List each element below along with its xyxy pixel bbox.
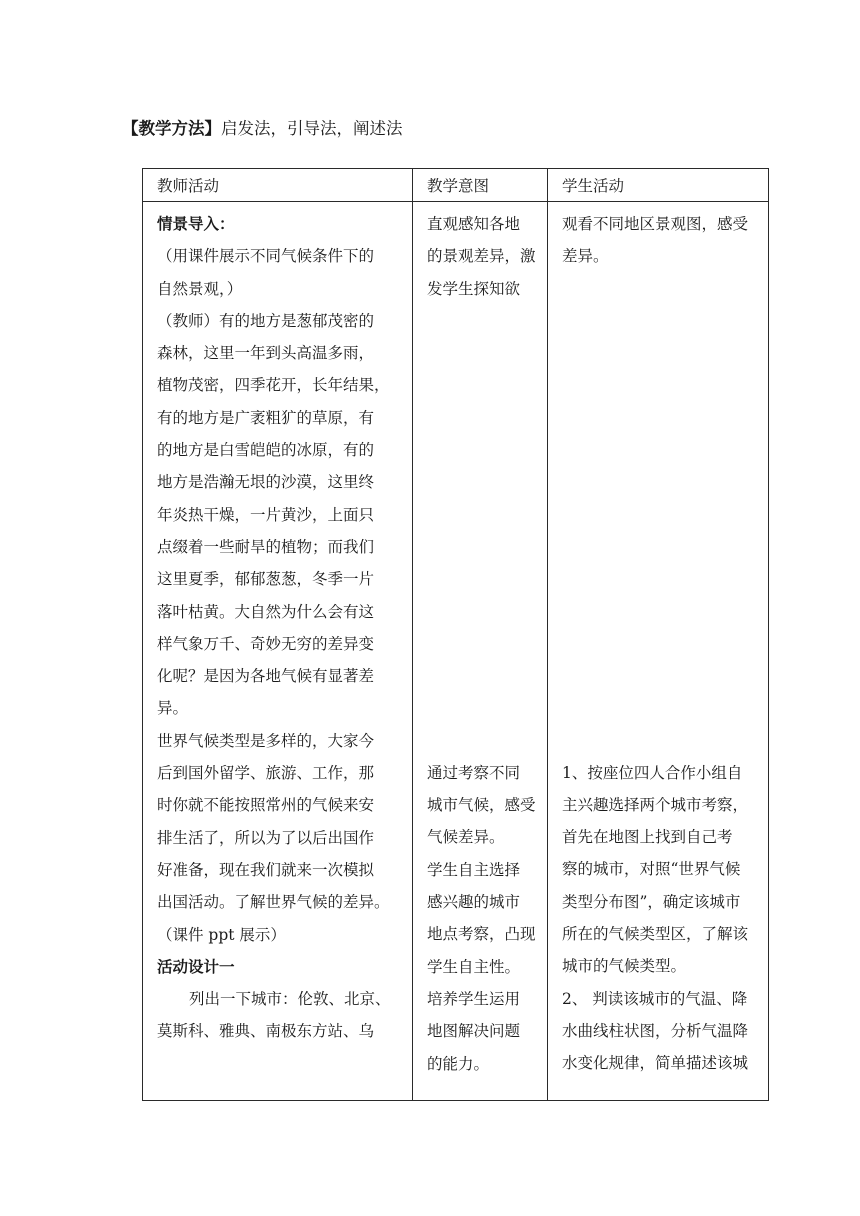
intent-line: 气候差异。 (427, 828, 505, 847)
teacher-line: 好准备，现在我们就来一次模拟 (157, 860, 375, 879)
teacher-line: 落叶枯黄。大自然为什么会有这 (157, 602, 375, 621)
teacher-line: 样气象万千、奇妙无穷的差异变 (157, 634, 375, 653)
teaching-method-label: 【教学方法】 (122, 119, 221, 138)
student-line: 差异。 (562, 247, 609, 266)
header-teaching-intent: 教学意图 (413, 169, 548, 202)
teacher-line: （教师）有的地方是葱郁茂密的 (157, 311, 375, 330)
intent-spacer (427, 305, 539, 757)
teacher-line: 莫斯科、雅典、南极东方站、乌 (157, 1022, 375, 1041)
intent-line: 发学生探知欲 (427, 279, 521, 298)
student-line: 2、 判读该城市的气温、降 (562, 989, 748, 1008)
student-spacer (562, 273, 760, 757)
intent-line: 地点考察，凸现 (427, 925, 536, 944)
student-line: 首先在地图上找到自己考 (562, 828, 733, 847)
teacher-line: 情景导入： (157, 214, 235, 233)
intent-line: 直观感知各地 (427, 215, 521, 233)
lesson-plan-table (142, 168, 769, 1101)
header-teacher-activity: 教师活动 (143, 169, 413, 202)
teacher-line: 化呢？是因为各地气候有显著差 (157, 667, 375, 686)
intent-line: 学生自主性。 (427, 957, 521, 976)
teaching-method-value: 启发法，引导法，阐述法 (221, 119, 403, 138)
teacher-line: 出国活动。了解世界气候的差异。 (157, 893, 390, 912)
teacher-line: 列出一下城市：伦敦、北京、 (189, 990, 391, 1009)
student-line: 水变化规律，简单描述该城 (562, 1054, 749, 1073)
teacher-line: 的地方是白雪皑皑的冰原，有的 (157, 441, 375, 460)
teacher-line: 年炎热干燥，一片黄沙，上面只 (157, 505, 375, 524)
student-activity-cell (548, 202, 769, 1101)
student-line: 察的城市，对照“世界气候 (562, 860, 741, 879)
intent-line: 培养学生运用 (427, 989, 521, 1008)
student-line: 所在的气候类型区，了解该 (562, 925, 749, 944)
activity-design-title: 活动设计一 (157, 956, 235, 976)
teacher-line: 森林，这里一年到头高温多雨， (157, 344, 375, 363)
intent-line: 地图解决问题 (427, 1022, 521, 1041)
student-line: 城市的气候类型。 (562, 957, 687, 976)
teacher-activity-cell (143, 202, 413, 1101)
teacher-line: 植物茂密，四季花开，长年结果， (157, 376, 390, 395)
teacher-line: 排生活了，所以为了以后出国作 (157, 828, 375, 847)
student-line: 类型分布图”，确定该城市 (562, 892, 741, 911)
teaching-intent-cell (413, 202, 548, 1101)
teacher-line: （课件 ppt 展示） (157, 925, 286, 944)
intent-line: 的能力。 (427, 1054, 490, 1073)
student-line: 主兴趣选择两个城市考察， (562, 795, 749, 814)
teacher-line: 自然景观，） (157, 279, 243, 298)
student-line: 观看不同地区景观图，感受 (562, 215, 749, 233)
teacher-line: 这里夏季，郁郁葱葱，冬季一片 (157, 570, 375, 589)
intent-line: 城市气候，感受 (427, 796, 536, 815)
table-header-row (143, 169, 769, 202)
intent-line: 通过考察不同 (427, 763, 521, 782)
header-student-activity: 学生活动 (548, 169, 769, 202)
teacher-line: 后到国外留学、旅游、工作，那 (157, 764, 375, 783)
teacher-line: （用课件展示不同气候条件下的 (157, 247, 375, 266)
table-body-row (143, 202, 769, 1101)
teacher-line: 有的地方是广袤粗犷的草原，有 (157, 408, 375, 427)
intent-line: 的景观差异，激 (427, 247, 536, 266)
student-line: 水曲线柱状图，分析气温降 (562, 1021, 749, 1040)
teacher-line: 世界气候类型是多样的，大家今 (157, 731, 375, 750)
intent-line: 感兴趣的城市 (427, 893, 521, 912)
teacher-line: 点缀着一些耐旱的植物；而我们 (157, 537, 375, 556)
intent-line: 学生自主选择 (427, 860, 521, 879)
student-line: 1、按座位四人合作小组自 (562, 763, 743, 782)
teacher-line: 时你就不能按照常州的气候来安 (157, 796, 375, 815)
teacher-line: 地方是浩瀚无垠的沙漠，这里终 (157, 473, 375, 492)
teaching-method-heading (122, 116, 403, 142)
teacher-line: 异。 (157, 699, 189, 718)
